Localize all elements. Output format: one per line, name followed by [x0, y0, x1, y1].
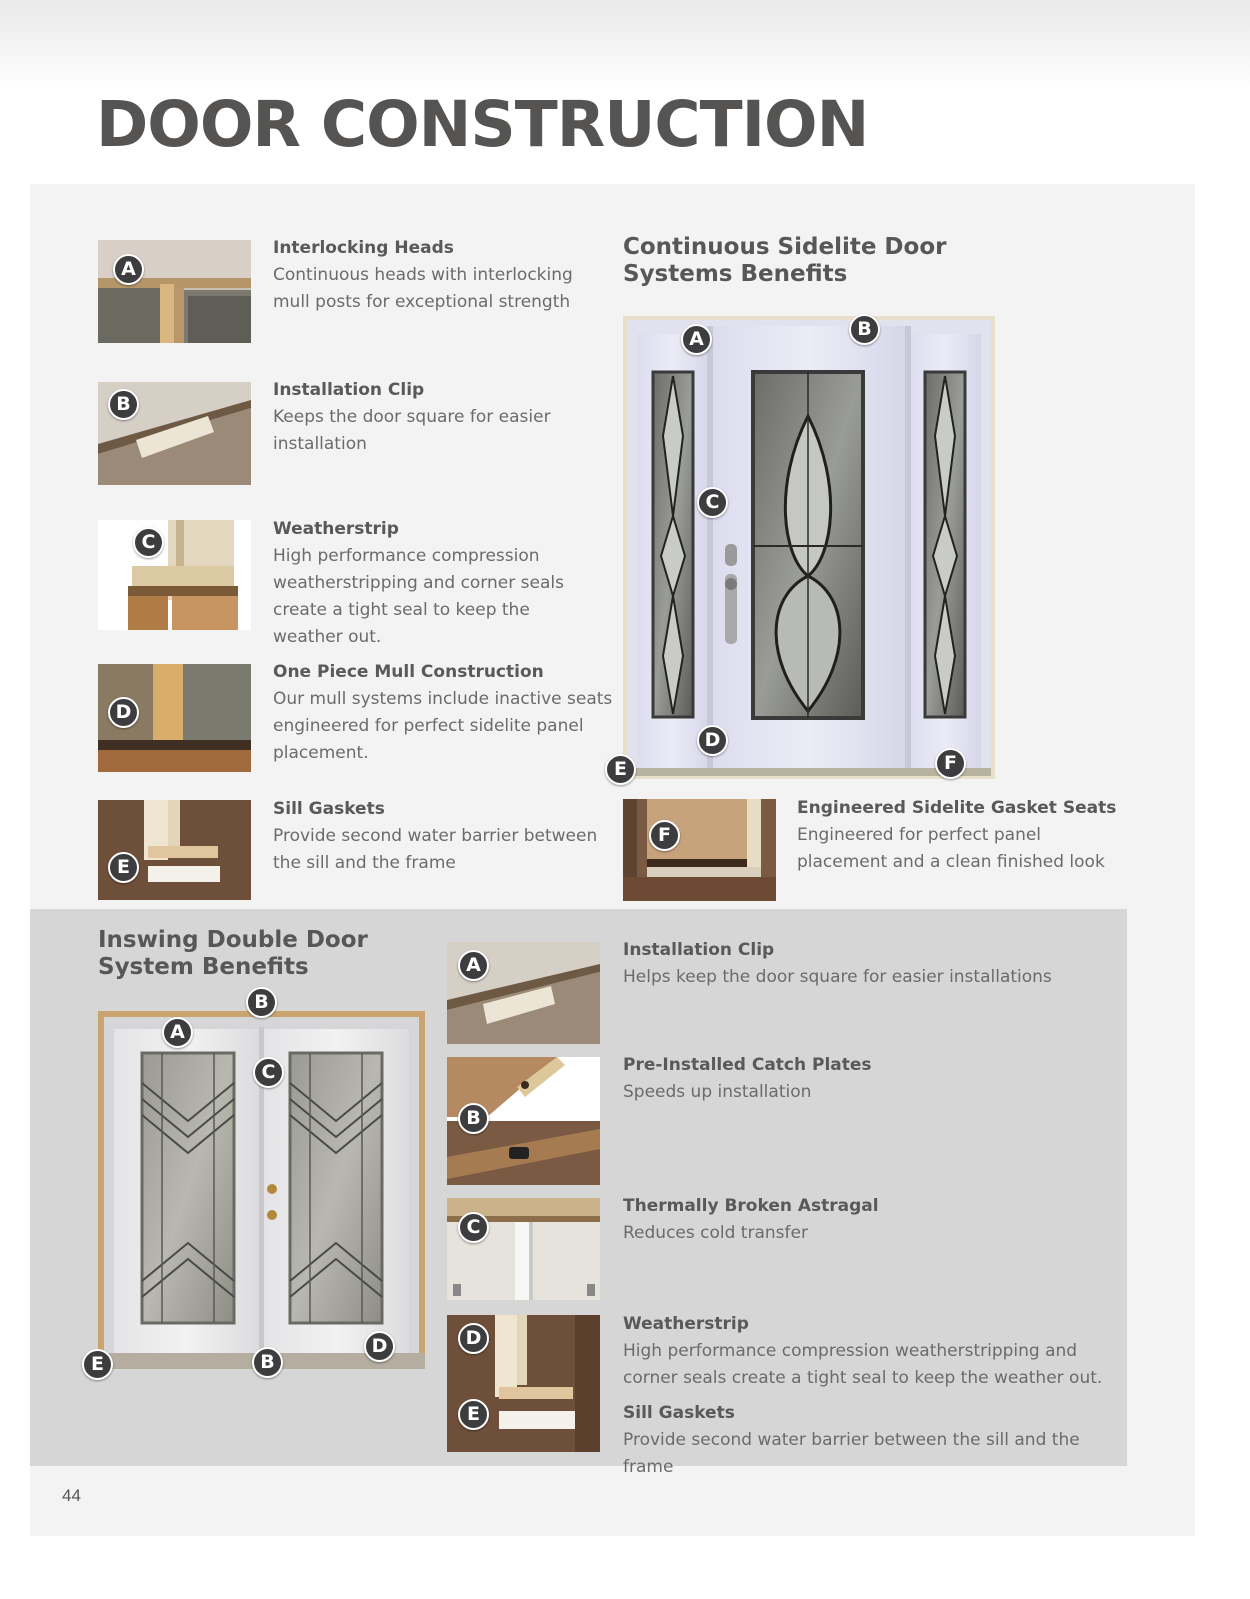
double-marker-a: A — [458, 950, 489, 981]
door1-marker-e: E — [605, 754, 636, 785]
feature-title: Sill Gaskets — [273, 799, 385, 819]
door2-marker-c: C — [253, 1057, 284, 1088]
feature-interlocking-heads — [273, 235, 603, 316]
gasket-seats-photo — [623, 799, 776, 901]
door2-marker-a: A — [162, 1017, 193, 1048]
door1-marker-d: D — [697, 725, 728, 756]
feature-title: Interlocking Heads — [273, 238, 454, 258]
feature-title: Weatherstrip — [623, 1314, 749, 1334]
feature-title: Thermally Broken Astragal — [623, 1196, 879, 1216]
double-marker-e: E — [458, 1399, 489, 1430]
installation-clip-photo — [98, 382, 251, 485]
sill-gaskets-photo — [98, 800, 251, 900]
catch-plates-photo — [447, 1057, 600, 1185]
marker-c: C — [133, 527, 164, 558]
double-marker-c: C — [458, 1212, 489, 1243]
feature-body: Keeps the door square for easier installation — [273, 407, 551, 454]
feature-body: Provide second water barrier between the sill and the frame — [273, 826, 598, 873]
feature-title: One Piece Mull Construction — [273, 662, 544, 682]
double-marker-b: B — [458, 1103, 489, 1134]
double-door-illustration — [91, 991, 425, 1375]
double-feature-installation-clip — [623, 937, 1103, 991]
double-weatherstrip-photo — [447, 1315, 600, 1452]
feature-title: Engineered Sidelite Gasket Seats — [797, 798, 1117, 818]
marker-b: B — [108, 389, 139, 420]
door2-marker-b-bottom: B — [252, 1347, 283, 1378]
page-title: DOOR CONSTRUCTION — [96, 88, 869, 161]
feature-body: Continuous heads with interlocking mull posts for exceptional strength — [273, 265, 573, 312]
door1-marker-c: C — [697, 487, 728, 518]
feature-gasket-seats — [797, 795, 1117, 876]
feature-installation-clip — [273, 377, 603, 458]
double-feature-catch-plates — [623, 1052, 1103, 1106]
double-feature-sill-gaskets — [623, 1400, 1133, 1481]
door1-marker-b: B — [849, 314, 880, 345]
marker-a: A — [113, 254, 144, 285]
feature-mull-construction — [273, 659, 613, 767]
double-marker-d: D — [458, 1323, 489, 1354]
sidelite-door-illustration — [614, 316, 995, 780]
feature-body: Engineered for perfect panel placement and a clean finished look — [797, 825, 1105, 872]
page-number: 44 — [62, 1486, 81, 1505]
marker-d: D — [108, 697, 139, 728]
feature-title: Weatherstrip — [273, 519, 399, 539]
feature-title: Pre-Installed Catch Plates — [623, 1055, 872, 1075]
double-door-section-heading: Inswing Double Door System Benefits — [98, 927, 368, 980]
double-feature-weatherstrip — [623, 1311, 1123, 1392]
door2-marker-d: D — [364, 1331, 395, 1362]
door2-marker-b-top: B — [246, 987, 277, 1018]
feature-weatherstrip — [273, 516, 583, 651]
interlocking-heads-photo — [98, 240, 251, 343]
weatherstrip-photo — [98, 520, 251, 630]
door2-marker-e: E — [82, 1349, 113, 1380]
feature-body: Helps keep the door square for easier installations — [623, 967, 1052, 987]
top-band — [0, 0, 1250, 90]
marker-e: E — [108, 852, 139, 883]
feature-body: Speeds up installation — [623, 1082, 812, 1102]
feature-title: Installation Clip — [273, 380, 425, 400]
feature-sill-gaskets — [273, 796, 613, 877]
mull-construction-photo — [98, 664, 251, 772]
feature-body: Our mull systems include inactive seats engineered for perfect sidelite panel placement. — [273, 689, 613, 763]
astragal-photo — [447, 1198, 600, 1300]
feature-body: High performance compression weatherstripping and corner seals create a tight seal to keep the weather out. — [623, 1341, 1103, 1388]
double-installation-clip-photo — [447, 942, 600, 1044]
feature-title: Sill Gaskets — [623, 1403, 735, 1423]
double-feature-astragal — [623, 1193, 1103, 1247]
feature-body: Reduces cold transfer — [623, 1223, 808, 1243]
feature-body: High performance compression weatherstripping and corner seals create a tight seal to keep the weather out. — [273, 546, 564, 647]
feature-body: Provide second water barrier between the sill and the frame — [623, 1430, 1080, 1477]
feature-title: Installation Clip — [623, 940, 775, 960]
door1-marker-a: A — [681, 324, 712, 355]
marker-f: F — [649, 820, 680, 851]
door1-marker-f: F — [935, 748, 966, 779]
sidelite-section-heading: Continuous Sidelite Door Systems Benefits — [623, 234, 947, 287]
